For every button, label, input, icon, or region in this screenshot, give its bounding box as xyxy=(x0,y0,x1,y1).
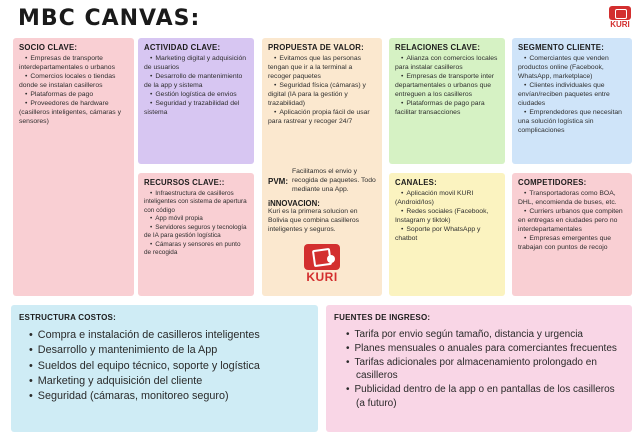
card-socio-clave xyxy=(13,38,134,296)
list-item: • Seguridad (cámaras, monitoreo seguro) xyxy=(29,389,310,404)
logo-text: KURI xyxy=(610,20,630,29)
card-relaciones-clave xyxy=(389,38,505,164)
card-segmento-cliente xyxy=(512,38,632,164)
item-list xyxy=(29,328,310,405)
card-title: FUENTES DE INGRESO: xyxy=(334,313,431,322)
card-title: COMPETIDORES: xyxy=(518,178,587,187)
card-title: RELACIONES CLAVE: xyxy=(395,43,481,52)
list-item: • Publicidad dentro de la app o en pantallas de los casilleros (a futuro) xyxy=(346,383,624,411)
list-item: • Marketing y adquisición del cliente xyxy=(29,374,310,389)
card-title: SEGMENTO CLIENTE: xyxy=(518,43,604,52)
list-item: • Empresas emergentes que trabajan con puntos de recojo xyxy=(518,235,626,253)
list-item: • Cámaras y sensores en punto de recogida xyxy=(144,241,248,258)
list-item: • Seguridad y trazabilidad del sistema xyxy=(144,100,248,118)
card-title: PROPUESTA DE VALOR: xyxy=(268,43,364,52)
card-title: RECURSOS CLAVE:: xyxy=(144,178,225,187)
list-item: • Redes sociales (Facebook, Instagram y tiktok) xyxy=(395,208,499,226)
list-item: • App móvil propia xyxy=(144,215,248,223)
list-item: • Sueldos del equipo técnico, soporte y logística xyxy=(29,359,310,374)
item-list xyxy=(395,190,499,244)
list-item: • Infraestructura de casilleros inteligentes con sistema de apertura con código xyxy=(144,190,248,215)
list-item: • Tarifas adicionales por almacenamiento prolongado en casilleros xyxy=(346,356,624,384)
item-list xyxy=(395,55,499,118)
item-list xyxy=(144,190,248,258)
innovacion-title: iNNOVACION: xyxy=(268,198,320,208)
card-recursos-clave xyxy=(138,173,254,296)
pvm-text: Facilitamos el envio y recogida de paquetes. Todo mediante una App. xyxy=(292,168,376,193)
list-item: • Marketing digital y adquisición de usuarios xyxy=(144,55,248,73)
card-canales xyxy=(389,173,505,296)
list-item: • Emprendedores que necesitan una solución logística sin complicaciones xyxy=(518,109,626,136)
list-item: • Empresas de transporte interdepartamentales o urbanos xyxy=(19,55,128,73)
list-item: • Compra e instalación de casilleros inteligentes xyxy=(29,328,310,343)
item-list xyxy=(518,55,626,136)
locker-icon xyxy=(609,6,631,20)
logo-text: KURI xyxy=(306,270,338,284)
list-item: • Empresas de transporte inter departamentales o urbanos que entreguen a los casilleros xyxy=(395,73,499,100)
list-item: • Plataformas de pago xyxy=(19,91,128,100)
list-item: • Seguridad física (cámaras) y digital (IA para la gestión y trazabilidad) xyxy=(268,82,376,109)
list-item: • Comercios locales o tiendas donde se instalan casilleros xyxy=(19,73,128,91)
kuri-logo xyxy=(608,6,632,32)
card-title: SOCIO CLAVE: xyxy=(19,43,78,52)
list-item: • Evitamos que las personas tengan que ir a la terminal a recoger paquetes xyxy=(268,55,376,82)
list-item: • Aplicación propia fácil de usar para rastrear y recoger 24/7 xyxy=(268,109,376,127)
list-item: • Proveedores de hardware (casilleros inteligentes, cámaras y sensores) xyxy=(19,100,128,127)
list-item: • Desarrollo de mantenimiento de la app y sistema xyxy=(144,73,248,91)
list-item: • Servidores seguros y tecnología de IA para gestión logística xyxy=(144,224,248,241)
card-actividad-clave xyxy=(138,38,254,164)
list-item: • Comerciantes que venden productos online (Facebook, WhatsApp, marketplace) xyxy=(518,55,626,82)
list-item: • Curriers urbanos que compiten en entregas en ciudades pero no interdepartamentales xyxy=(518,208,626,235)
innovacion-text: Kuri es la primera solucion en Bolivia que combina casilleros inteligentes y seguros. xyxy=(268,207,360,233)
item-list xyxy=(268,55,376,127)
list-item: • Tarifa por envio según tamaño, distancia y urgencia xyxy=(346,328,624,342)
item-list xyxy=(346,328,624,411)
card-title: CANALES: xyxy=(395,178,437,187)
item-list xyxy=(19,55,128,127)
item-list xyxy=(144,55,248,118)
card-propuesta-valor xyxy=(262,38,382,296)
list-item: • Soporte por WhatsApp y chatbot xyxy=(395,226,499,244)
card-competidores xyxy=(512,173,632,296)
list-item: • Alianza con comercios locales para instalar casilleros xyxy=(395,55,499,73)
card-estructura-costos xyxy=(11,305,318,432)
list-item: • Plataformas de pago para facilitar transacciones xyxy=(395,100,499,118)
page-title: MBC CANVAS: xyxy=(18,6,201,31)
locker-icon xyxy=(304,244,340,270)
list-item: • Desarrollo y mantenimiento de la App xyxy=(29,343,310,358)
list-item: • Planes mensuales o anuales para comerciantes frecuentes xyxy=(346,342,624,356)
propuesta-block xyxy=(268,43,376,168)
list-item: • Aplicación movil KURI (Android/Ios) xyxy=(395,190,499,208)
kuri-logo-large xyxy=(302,244,342,286)
list-item: • Gestión logística de envios xyxy=(144,91,248,100)
pvm-label: PVM: xyxy=(268,176,288,186)
item-list xyxy=(518,190,626,253)
pvm-section xyxy=(268,168,376,195)
list-item: • Transportadoras como BOA, DHL, encomienda de buses, etc. xyxy=(518,190,626,208)
card-fuentes-ingreso xyxy=(326,305,632,432)
card-title: ACTIVIDAD CLAVE: xyxy=(144,43,221,52)
list-item: • Clientes individuales que envían/reciben paquetes entre ciudades xyxy=(518,82,626,109)
card-title: ESTRUCTURA COSTOS: xyxy=(19,313,116,322)
